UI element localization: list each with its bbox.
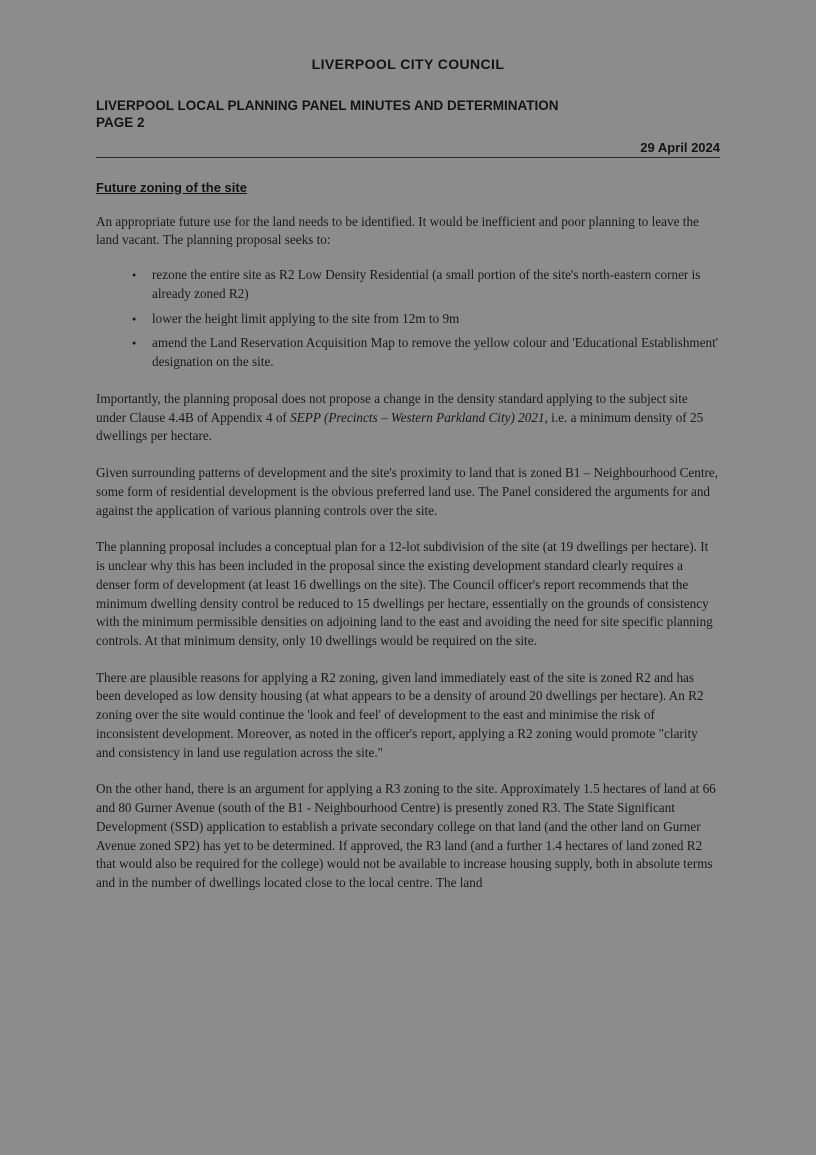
proposal-bullet-list xyxy=(96,266,720,372)
council-title: LIVERPOOL CITY COUNCIL xyxy=(311,56,505,72)
paragraph-1: An appropriate future use for the land needs to be identified. It would be inefficient and poor planning to leave the land vacant. The planning proposal seeks to: xyxy=(96,213,699,248)
paragraph-2 xyxy=(96,390,720,446)
paragraph-2-text-start: Importantly, the planning proposal does not propose a change in the density standard applying to the subject site under Clause 4.4B of Appendix 4 of xyxy=(96,390,688,425)
paragraph-3: Given surrounding patterns of development and the site's proximity to land that is zoned B1 – Neighbourhood Centre, some form of residential development is the obvious preferred land use. The Panel considered the arguments for and against the application of various planning controls over the site. xyxy=(96,465,719,518)
paragraph-4: The planning proposal includes a conceptual plan for a 12-lot subdivision of the site (at 19 dwellings per hectare). It is unclear why this has been included in the proposal since the existing development standard clearly requires a denser form of development (at least 16 dwellings on the site). The Council officer's report recommends that the minimum dwelling density control be reduced to 15 dwellings per hectare, essentially on the grounds of consistency with the minimum permissible densities on adjoining land to the east and avoiding the need for site specific planning controls. At that minimum density, only 10 dwellings would be required on the site. xyxy=(96,539,713,648)
list-item: ● amend the Land Reservation Acquisition Map to remove the yellow colour and 'Educational Establishment' designation on the site. xyxy=(150,334,720,371)
paragraph-2-citation: SEPP (Precincts – Western Parkland City) 2021 xyxy=(290,409,545,425)
list-item: ● rezone the entire site as R2 Low Density Residential (a small portion of the site's north-eastern corner is already zoned R2) xyxy=(150,266,720,303)
header-line-1: LIVERPOOL LOCAL PLANNING PANEL MINUTES AND DETERMINATION xyxy=(96,98,559,113)
header-line-2: PAGE 2 xyxy=(96,114,145,130)
section-heading: Future zoning of the site xyxy=(96,179,247,195)
paragraph-5: There are plausible reasons for applying a R2 zoning, given land immediately east of the site is zoned R2 and has been developed as low density housing (at what appears to be a density of around 20 dwellings per hectare). An R2 zoning over the site would continue the 'look and feel' of development to the east and minimise the risk of inconsistent development. Moreover, as noted in the officer's report, applying a R2 zoning would promote "clarity and consistency in land use regulation across the site." xyxy=(96,669,704,760)
list-item: ● lower the height limit applying to the site from 12m to 9m xyxy=(150,310,720,329)
paragraph-6: On the other hand, there is an argument for applying a R3 zoning to the site. Approximately 1.5 hectares of land at 66 and 80 Gurner Avenue (south of the B1 - Neighbourhood Centre) is presently zoned R3. The State Significant Development (SSD) application to establish a private secondary college on that land (and the other land on Gurner Avenue zoned SP2) has yet to be determined. If approved, the R3 land (and a further 1.4 hectares of land zoned R2 that would also be required for the college) would not be available to increase housing supply, both in absolute terms and in the number of dwellings located close to the local centre. The land xyxy=(96,781,716,891)
document-date: 29 April 2024 xyxy=(96,140,720,158)
paragraph-2-text-end: , i.e. a minimum density of 25 dwellings per hectare. xyxy=(96,409,704,444)
document-header xyxy=(96,98,720,132)
